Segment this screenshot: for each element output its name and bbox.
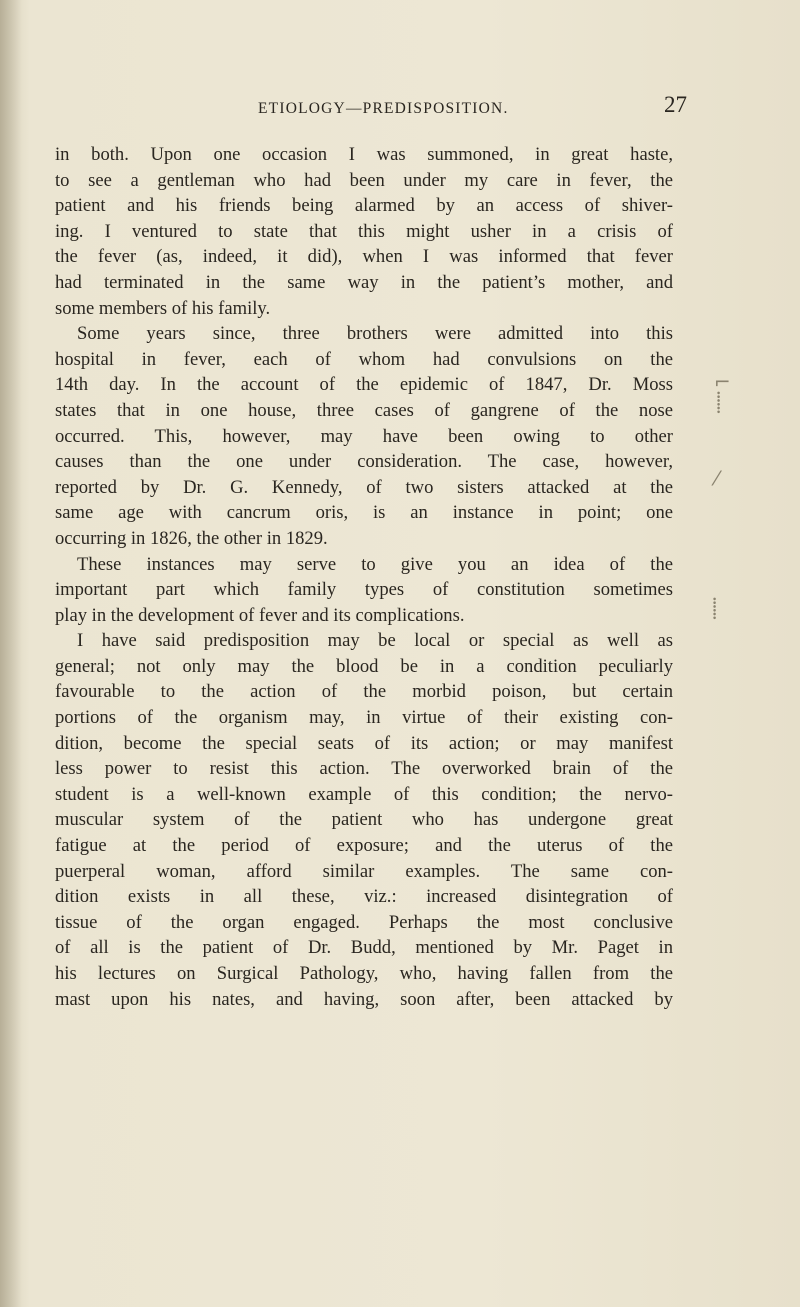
text-line: some members of his family. [55,297,271,319]
margin-show-through [712,370,742,620]
text-line: muscular system of the patient who has undergone great [55,809,673,831]
text-line: portions of the organism may, in virtue of their existing con- [55,707,673,729]
text-line: student is a well-known example of this condition; the nervo- [55,783,673,805]
text-line: tissue of the organ engaged. Perhaps the most conclusive [55,911,673,933]
show-through-glyph-mark: ⁄ [715,466,719,490]
text-line: his lectures on Surgical Pathology, who, having fallen from the [55,963,673,984]
running-head: ETIOLOGY—PREDISPOSITION. [258,100,509,117]
text-line: dition exists in all these, viz.: increased disintegration of [55,886,673,908]
page-header [0,92,800,122]
text-line: causes than the one under consideration. The case, however, [55,451,673,473]
text-line: ing. I ventured to state that this might usher in a crisis of [55,220,673,242]
text-line: same age with cancrum oris, is an instance in point; one [55,502,673,524]
text-line: dition, become the special seats of its action; or may manifest [55,732,673,754]
text-line: important part which family types of constitution sometimes [55,579,673,601]
show-through-glyph-mark: ⌐ [714,370,731,394]
text-line: Some years since, three brothers were admitted into this [77,323,673,345]
text-line: puerperal woman, afford similar examples. The same con- [55,860,673,882]
text-line: of all is the patient of Dr. Budd, mentioned by Mr. Paget in [55,937,673,959]
text-line: reported by Dr. G. Kennedy, of two sisters attacked at the [55,476,673,498]
text-line: the fever (as, indeed, it did), when I was informed that fever [55,246,673,268]
gutter-shadow [0,0,22,1307]
text-line: to see a gentleman who had been under my care in fever, the [55,169,673,191]
text-line: hospital in fever, each of whom had convulsions on the [55,348,673,370]
text-line: mast upon his nates, and having, soon after, been attacked by [55,988,673,1010]
show-through-glyph-mark: ⸽ [712,596,718,620]
text-line: had terminated in the same way in the patient’s mother, and [55,271,673,293]
text-line: play in the development of fever and its complications. [55,604,465,626]
page-number: 27 [664,92,687,117]
show-through-glyph-mark: ⸽ [716,390,722,414]
text-line: favourable to the action of the morbid poison, but certain [55,681,673,703]
text-line: general; not only may the blood be in a condition peculiarly [55,655,673,677]
text-line: states that in one house, three cases of gangrene of the nose [55,399,673,421]
body-text [55,142,673,1012]
text-line: fatigue at the period of exposure; and the uterus of the [55,835,673,857]
text-line: These instances may serve to give you an idea of the [77,553,673,575]
text-line: in both. Upon one occasion I was summoned, in great haste, [55,144,673,165]
text-line: occurred. This, however, may have been owing to other [55,425,673,447]
text-line: occurring in 1826, the other in 1829. [55,527,328,549]
text-line: less power to resist this action. The overworked brain of the [55,758,673,780]
text-line: patient and his friends being alarmed by an access of shiver- [55,195,673,217]
text-line: I have said predisposition may be local or special as well as [77,630,673,652]
text-line: 14th day. In the account of the epidemic of 1847, Dr. Moss [55,374,673,396]
